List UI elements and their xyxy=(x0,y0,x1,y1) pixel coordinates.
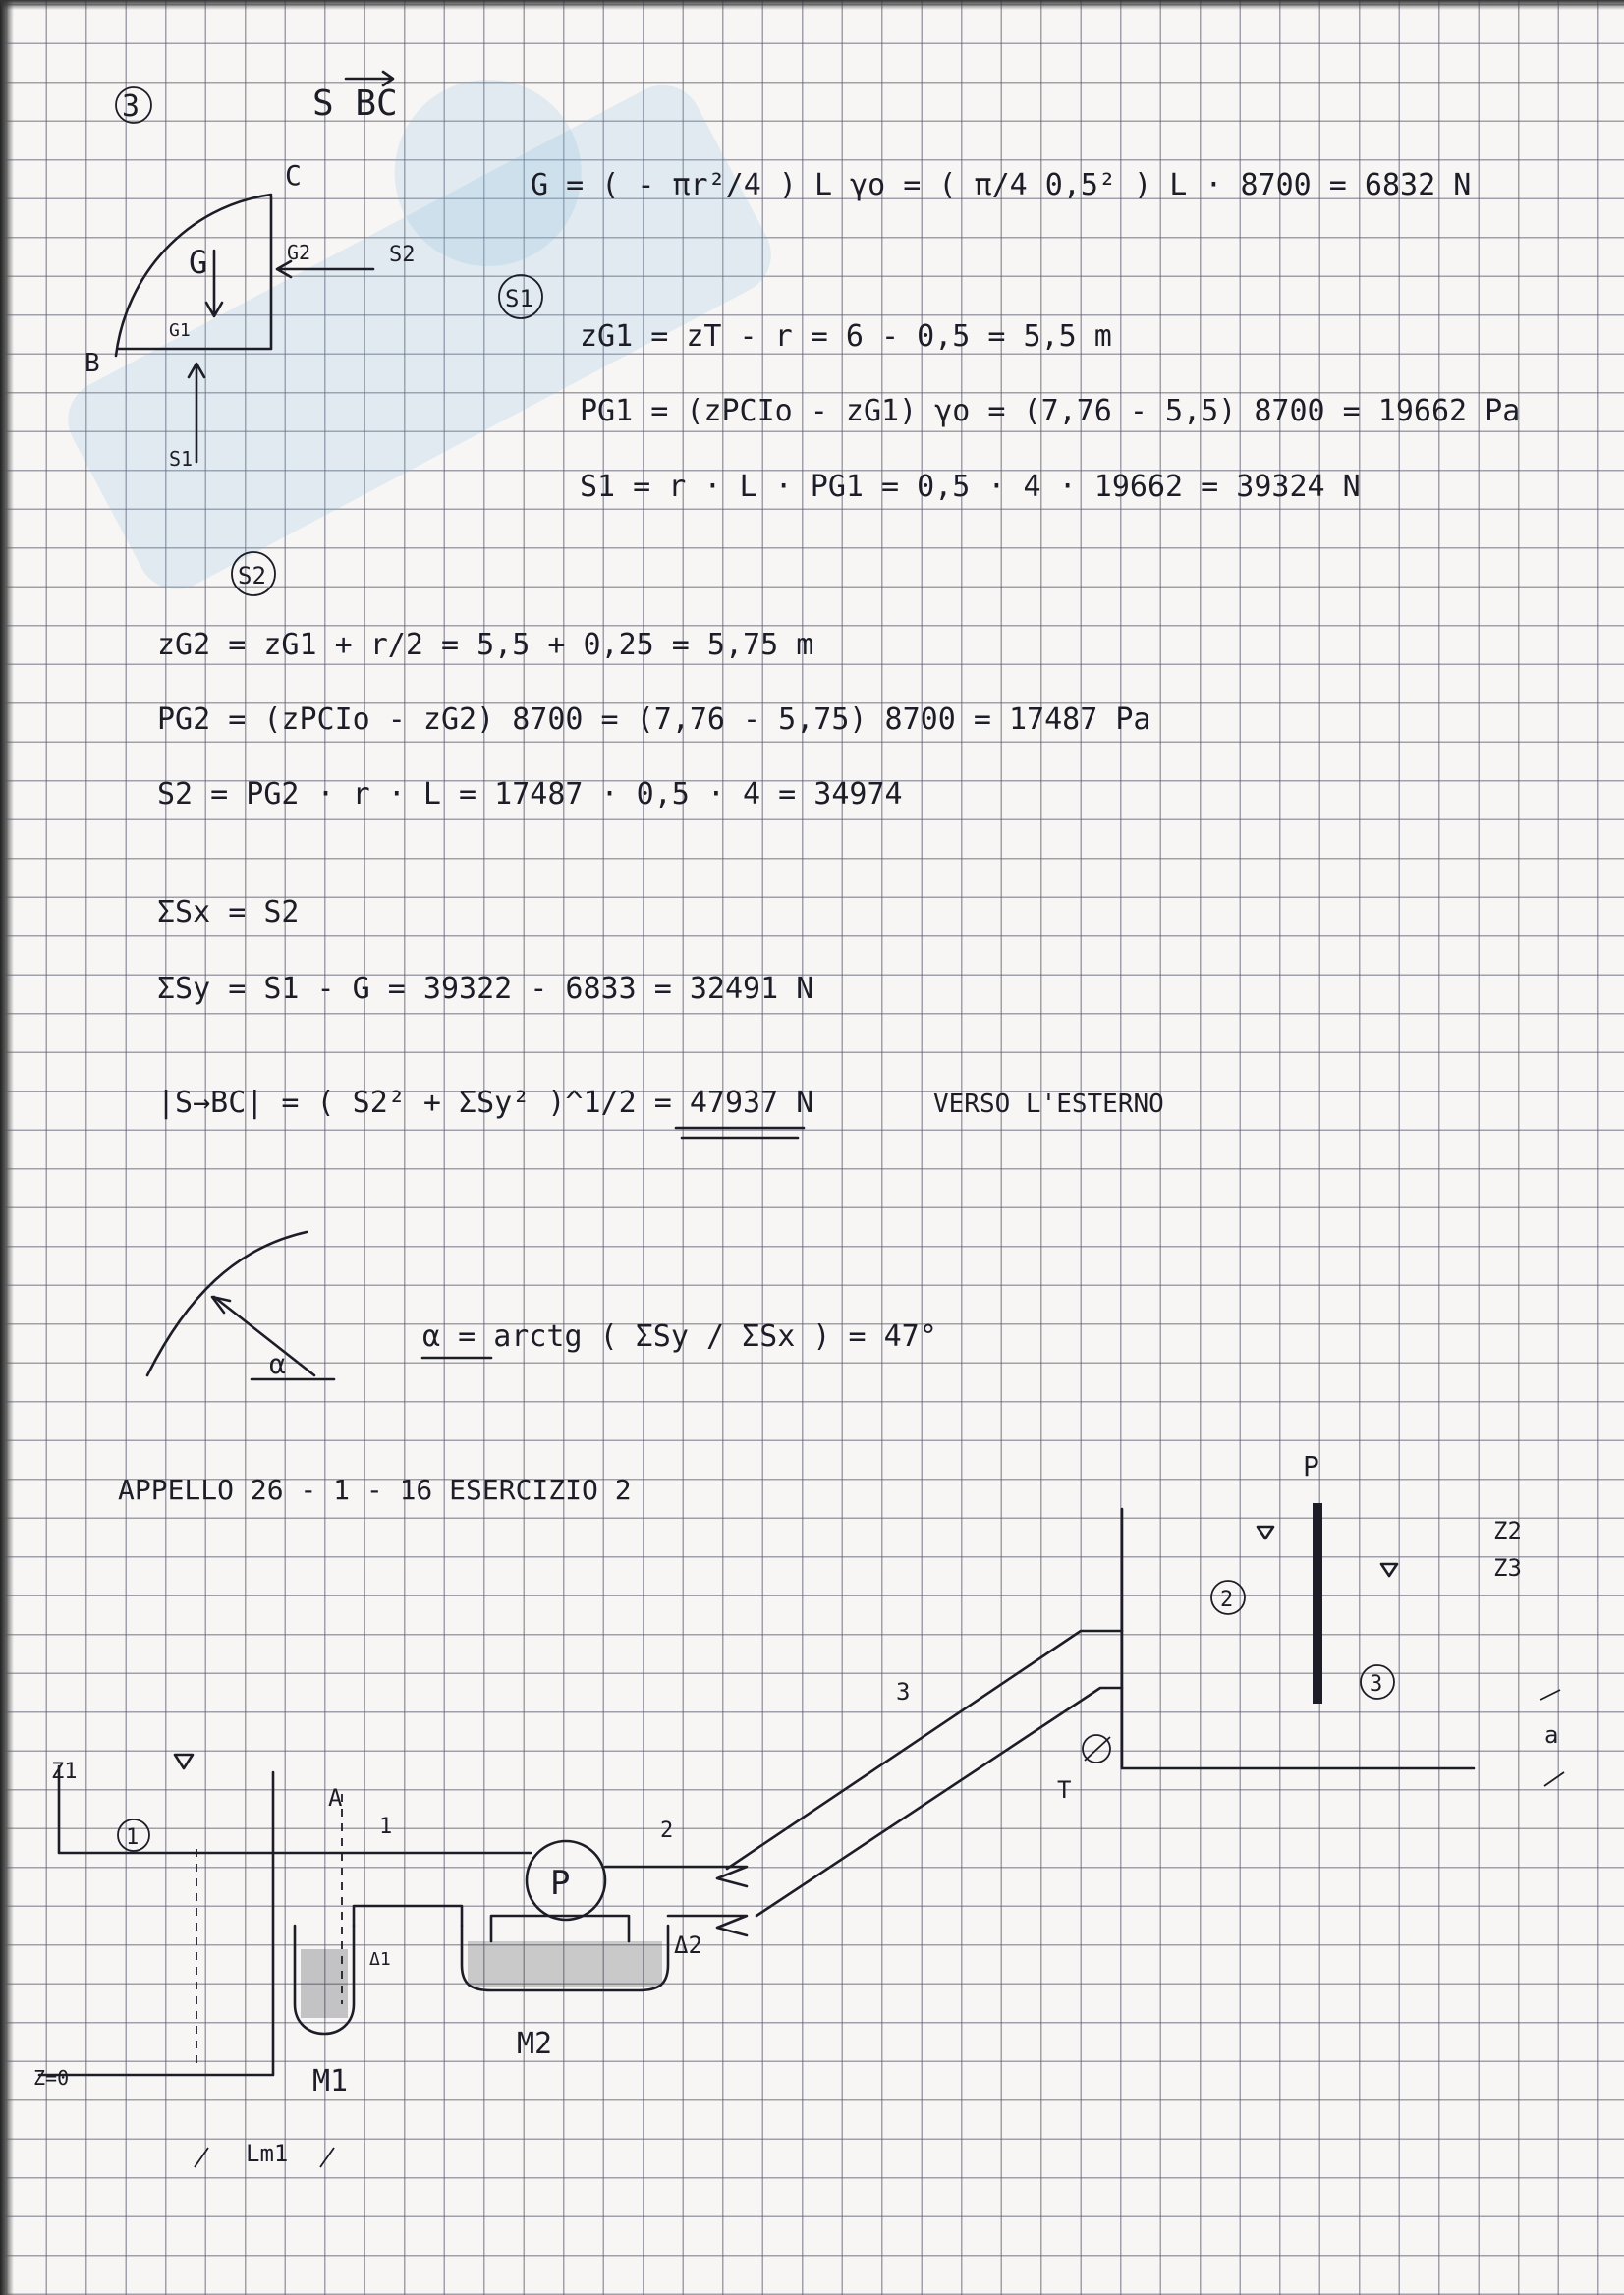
weight-arrow-icon xyxy=(206,251,222,316)
label-d1: Δ1 xyxy=(369,1949,391,1970)
eq-s2: S2 = PG2 · r · L = 17487 · 0,5 · 4 = 34974 xyxy=(157,777,903,812)
reservoir-2-outline xyxy=(1122,1509,1474,1768)
s1-mark: S1 xyxy=(505,285,533,312)
tank-3-label: 3 xyxy=(1370,1672,1383,1697)
label-g1: G1 xyxy=(169,320,191,341)
label-alpha-a: a xyxy=(1544,1721,1559,1749)
pipe-3 xyxy=(727,1631,1122,1916)
pipe-2 xyxy=(605,1867,747,1935)
eq-sum-sx: ΣSx = S2 xyxy=(157,895,300,929)
exercise-heading: APPELLO 26 - 1 - 16 ESERCIZIO 2 xyxy=(118,1474,632,1506)
problem-number: 3 xyxy=(122,89,140,124)
tank-1-label: 1 xyxy=(126,1825,140,1850)
label-g: G xyxy=(189,244,208,281)
label-b: B xyxy=(84,349,100,378)
direction-note: VERSO L'ESTERNO xyxy=(933,1090,1164,1119)
label-z0: Z=0 xyxy=(33,2066,70,2090)
title-sbc: S BC xyxy=(312,84,398,124)
label-m1: M1 xyxy=(312,2064,349,2099)
label-pipe-3: 3 xyxy=(896,1678,911,1706)
eq-zg2: zG2 = zG1 + r/2 = 5,5 + 0,25 = 5,75 m xyxy=(157,628,814,662)
tank-2-label: 2 xyxy=(1220,1588,1234,1612)
label-c: C xyxy=(285,159,302,192)
reservoir-1-base xyxy=(39,1853,273,2075)
label-pipe-2: 2 xyxy=(660,1819,674,1843)
level-marker-2-icon xyxy=(1258,1527,1273,1539)
eq-sum-sy: ΣSy = S1 - G = 39322 - 6833 = 32491 N xyxy=(157,972,814,1006)
label-s1: S1 xyxy=(169,447,194,471)
label-a: A xyxy=(328,1784,343,1812)
gate-panel xyxy=(1313,1503,1322,1704)
reservoir-1-outline xyxy=(59,1766,273,1853)
level-marker-icon xyxy=(175,1755,193,1768)
label-z2: Z2 xyxy=(1493,1517,1522,1544)
angle-sketch xyxy=(147,1232,334,1380)
eq-s1: S1 = r · L · PG1 = 0,5 · 4 · 19662 = 39324 N xyxy=(580,470,1361,504)
eq-resultant: |S→BC| = ( S2² + ΣSy² )^1/2 = 47937 N xyxy=(157,1086,814,1120)
label-m2: M2 xyxy=(517,2027,553,2061)
label-g2: G2 xyxy=(287,241,311,264)
formula-g: G = ( - πr²/4 ) L γo = ( π/4 0,5² ) L · 8700 = 6832 N xyxy=(531,168,1472,202)
pump-label: P xyxy=(550,1864,571,1903)
label-gate-p: P xyxy=(1303,1450,1319,1483)
label-d2: Δ2 xyxy=(674,1931,702,1959)
manometer-2-fluid xyxy=(468,1941,662,1987)
eq-pg2: PG2 = (zPCIo - zG2) 8700 = (7,76 - 5,75) 8700 = 17487 Pa xyxy=(157,702,1151,737)
manometer-1-fluid xyxy=(301,1949,348,2018)
eq-pg1: PG1 = (zPCIo - zG1) γo = (7,76 - 5,5) 8700 = 19662 Pa xyxy=(580,394,1521,428)
hydraulic-system-diagram xyxy=(33,1450,1564,2167)
resultant-underline xyxy=(676,1128,804,1138)
angle-arrow-icon xyxy=(212,1297,314,1375)
s2-mark: S2 xyxy=(238,562,266,589)
label-valve-t: T xyxy=(1057,1776,1072,1804)
level-marker-3-icon xyxy=(1381,1564,1397,1576)
eq-alpha: α = arctg ( ΣSy / ΣSx ) = 47° xyxy=(422,1319,937,1354)
eq-zg1: zG1 = zT - r = 6 - 0,5 = 5,5 m xyxy=(580,319,1112,354)
label-z1: Z1 xyxy=(51,1760,78,1784)
angle-alpha: α xyxy=(269,1348,286,1380)
label-pipe-1: 1 xyxy=(379,1815,393,1839)
label-lm1: Lm1 xyxy=(246,2140,289,2167)
label-s2: S2 xyxy=(389,243,416,267)
label-z3: Z3 xyxy=(1493,1554,1522,1582)
